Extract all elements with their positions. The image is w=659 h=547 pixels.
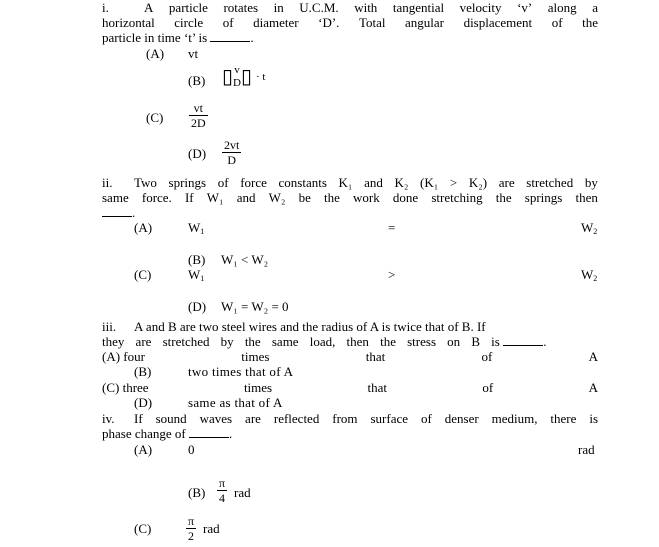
word: of bbox=[551, 15, 563, 30]
q3-end: . bbox=[543, 334, 547, 349]
word: sound bbox=[155, 411, 187, 426]
word: stretched bbox=[162, 334, 210, 349]
q2-option-c-label: (C) bbox=[134, 267, 152, 282]
q2-option-a-left-sub: 1 bbox=[200, 227, 205, 236]
q4-option-a-label: (A) bbox=[134, 442, 153, 457]
word: they bbox=[102, 334, 125, 349]
word: of bbox=[420, 411, 432, 426]
q3-number: iii. bbox=[102, 319, 117, 334]
word: velocity bbox=[459, 0, 502, 15]
word: work bbox=[353, 190, 380, 205]
word: angular bbox=[405, 15, 445, 30]
word: the bbox=[582, 15, 598, 30]
q1-option-c-numerator: vt bbox=[193, 101, 203, 115]
q4-option-b-numerator: π bbox=[219, 476, 226, 490]
word: of bbox=[482, 380, 494, 395]
word: A bbox=[588, 349, 598, 364]
q4-option-c-label: (C) bbox=[134, 521, 152, 536]
word: W₁ bbox=[206, 190, 224, 205]
q4-answer-blank bbox=[189, 426, 229, 438]
word: are bbox=[135, 334, 152, 349]
q4-option-c-fraction bbox=[186, 514, 196, 543]
q2-option-d-label: (D) bbox=[188, 299, 207, 314]
q3-option-b-text: two times that of A bbox=[188, 364, 294, 379]
q1-line-3 bbox=[102, 30, 254, 45]
word: displacement bbox=[463, 15, 533, 30]
word: be bbox=[298, 190, 311, 205]
word: times bbox=[243, 380, 273, 395]
q1-number: i. bbox=[102, 0, 109, 15]
q2-line-3 bbox=[102, 205, 135, 220]
word: ‘D’. bbox=[318, 15, 340, 30]
word: stretched bbox=[526, 175, 574, 190]
q1-option-b-expression bbox=[222, 64, 265, 90]
word: ‘v’ bbox=[517, 0, 533, 15]
q2-option-d-text: W₁ = W₂ = 0 bbox=[221, 299, 289, 314]
q3-option-d-label: (D) bbox=[134, 395, 153, 410]
q1-option-a-label: (A) bbox=[146, 46, 165, 61]
word: of bbox=[222, 15, 234, 30]
word: on bbox=[447, 334, 461, 349]
word: and bbox=[364, 175, 383, 190]
word: of bbox=[481, 349, 493, 364]
word: (C) three bbox=[102, 380, 149, 395]
q3-option-c bbox=[102, 380, 598, 395]
q1-line-1 bbox=[144, 0, 598, 15]
word: is bbox=[589, 411, 598, 426]
word: tangential bbox=[392, 0, 445, 15]
word: surface bbox=[370, 411, 409, 426]
q4-line-2-text: phase change of bbox=[102, 426, 186, 441]
q3-option-d-text: same as that of A bbox=[188, 395, 283, 410]
word: the bbox=[324, 190, 340, 205]
q1-option-d-label: (D) bbox=[188, 146, 207, 161]
word: the bbox=[495, 190, 512, 205]
word: diameter bbox=[253, 15, 299, 30]
word: horizontal bbox=[102, 15, 155, 30]
word: then bbox=[346, 334, 369, 349]
q4-option-c-unit: rad bbox=[203, 521, 220, 536]
q1-option-d-denominator: D bbox=[222, 152, 241, 167]
q4-option-b-unit: rad bbox=[234, 485, 251, 500]
word: K₁ bbox=[338, 175, 353, 190]
word: stress bbox=[407, 334, 437, 349]
word: with bbox=[354, 0, 378, 15]
q2-option-a-operator: = bbox=[388, 220, 396, 235]
q1-option-b-left-bracket: ▯ bbox=[222, 66, 234, 88]
q2-line-1 bbox=[134, 175, 598, 190]
word: > bbox=[449, 175, 458, 190]
q2-option-c-operator: > bbox=[388, 267, 396, 282]
word: springs bbox=[524, 190, 563, 205]
word: are bbox=[498, 175, 515, 190]
q1-line-3-text: particle in time ‘t’ is bbox=[102, 30, 208, 45]
q1-option-c-fraction bbox=[189, 101, 208, 130]
word: (A) four bbox=[102, 349, 145, 364]
q2-option-a-right-var: W bbox=[581, 220, 594, 235]
word: then bbox=[575, 190, 598, 205]
q4-option-c-denominator: 2 bbox=[186, 528, 196, 543]
word: in bbox=[273, 0, 284, 15]
q1-option-c-denominator: 2D bbox=[191, 116, 206, 130]
q2-end: . bbox=[132, 205, 136, 220]
q1-line-2 bbox=[102, 15, 598, 30]
word: U.C.M. bbox=[299, 0, 339, 15]
q2-option-c-right-var: W bbox=[581, 267, 594, 282]
q2-option-c-left-var: W bbox=[188, 267, 201, 282]
q4-option-c-numerator: π bbox=[188, 514, 195, 528]
word: the bbox=[380, 334, 396, 349]
word: If bbox=[134, 411, 143, 426]
word: B bbox=[471, 334, 480, 349]
word: reflected bbox=[273, 411, 320, 426]
q3-option-b-label: (B) bbox=[134, 364, 152, 379]
q2-option-b-text: W₁ < W₂ bbox=[221, 252, 269, 267]
q2-option-b-label: (B) bbox=[188, 252, 206, 267]
q4-option-a-value: 0 bbox=[188, 442, 195, 457]
q2-line-2 bbox=[102, 190, 598, 205]
q1-option-b-label: (B) bbox=[188, 73, 206, 88]
word: rotates bbox=[223, 0, 259, 15]
word: particle bbox=[168, 0, 208, 15]
word: circle bbox=[174, 15, 204, 30]
word: are bbox=[245, 411, 261, 426]
word: K₂ bbox=[394, 175, 409, 190]
q3-line-2 bbox=[102, 334, 547, 349]
q3-answer-blank bbox=[503, 334, 543, 346]
q1-option-d-numerator: 2vt bbox=[224, 138, 240, 152]
word: Total bbox=[358, 15, 386, 30]
word: (K₁ bbox=[420, 175, 439, 190]
q1-option-b-tail: · t bbox=[255, 70, 266, 83]
q2-number: ii. bbox=[102, 175, 113, 190]
word: done bbox=[392, 190, 419, 205]
q1-answer-blank bbox=[210, 30, 250, 42]
word: force bbox=[240, 175, 267, 190]
q1-option-d-fraction bbox=[222, 138, 241, 167]
word: waves bbox=[199, 411, 233, 426]
word: and bbox=[236, 190, 256, 205]
q2-option-c-right bbox=[581, 267, 597, 286]
word: same bbox=[102, 190, 129, 205]
q4-option-b-fraction bbox=[217, 476, 227, 505]
q2-option-a-label: (A) bbox=[134, 220, 153, 235]
q2-option-c-left bbox=[188, 267, 204, 286]
word: stretching bbox=[431, 190, 483, 205]
word: force. bbox=[141, 190, 172, 205]
q2-option-a-right bbox=[581, 220, 597, 239]
word: by bbox=[584, 175, 598, 190]
q2-option-c-right-sub: 2 bbox=[593, 274, 598, 283]
word: along bbox=[547, 0, 577, 15]
q1-option-a-text: vt bbox=[188, 46, 199, 61]
q4-option-b-label: (B) bbox=[188, 485, 206, 500]
word: from bbox=[332, 411, 358, 426]
word: constants bbox=[278, 175, 327, 190]
q2-answer-blank bbox=[102, 205, 132, 217]
q4-option-a-unit: rad bbox=[578, 442, 595, 457]
word: medium, bbox=[491, 411, 538, 426]
word: K₂) bbox=[468, 175, 488, 190]
word: of bbox=[217, 175, 229, 190]
word: load, bbox=[309, 334, 336, 349]
word: is bbox=[491, 334, 500, 349]
word: a bbox=[592, 0, 598, 15]
q4-line-2 bbox=[102, 426, 232, 441]
q4-line-1 bbox=[134, 411, 598, 426]
q2-option-a-left-var: W bbox=[188, 220, 201, 235]
q1-option-b-right-bracket: ▯ bbox=[240, 66, 252, 88]
word: same bbox=[271, 334, 299, 349]
q4-end: . bbox=[229, 426, 233, 441]
word: If bbox=[184, 190, 194, 205]
q3-option-a bbox=[102, 349, 598, 364]
word: that bbox=[367, 380, 387, 395]
word: by bbox=[220, 334, 234, 349]
q3-line-1: A and B are two steel wires and the radius of A is twice that of B. If bbox=[134, 319, 486, 334]
word: times bbox=[241, 349, 270, 364]
word: W₂ bbox=[268, 190, 286, 205]
q1-option-b-numerator: v bbox=[234, 64, 240, 76]
q1-option-c-label: (C) bbox=[146, 110, 164, 125]
word: the bbox=[244, 334, 261, 349]
q4-number: iv. bbox=[102, 411, 115, 426]
word: there bbox=[550, 411, 577, 426]
word: denser bbox=[444, 411, 479, 426]
word: that bbox=[365, 349, 386, 364]
q3-line-2-words bbox=[102, 334, 500, 349]
q4-option-b-denominator: 4 bbox=[217, 490, 227, 505]
word: springs bbox=[168, 175, 207, 190]
q2-option-a-right-sub: 2 bbox=[593, 227, 598, 236]
q1-option-b-denominator: D bbox=[233, 77, 241, 89]
q1-end: . bbox=[250, 30, 254, 45]
word: A bbox=[588, 380, 598, 395]
q2-option-a-left bbox=[188, 220, 204, 239]
word: A bbox=[144, 0, 154, 15]
q2-option-c-left-sub: 1 bbox=[200, 274, 205, 283]
word: Two bbox=[134, 175, 157, 190]
